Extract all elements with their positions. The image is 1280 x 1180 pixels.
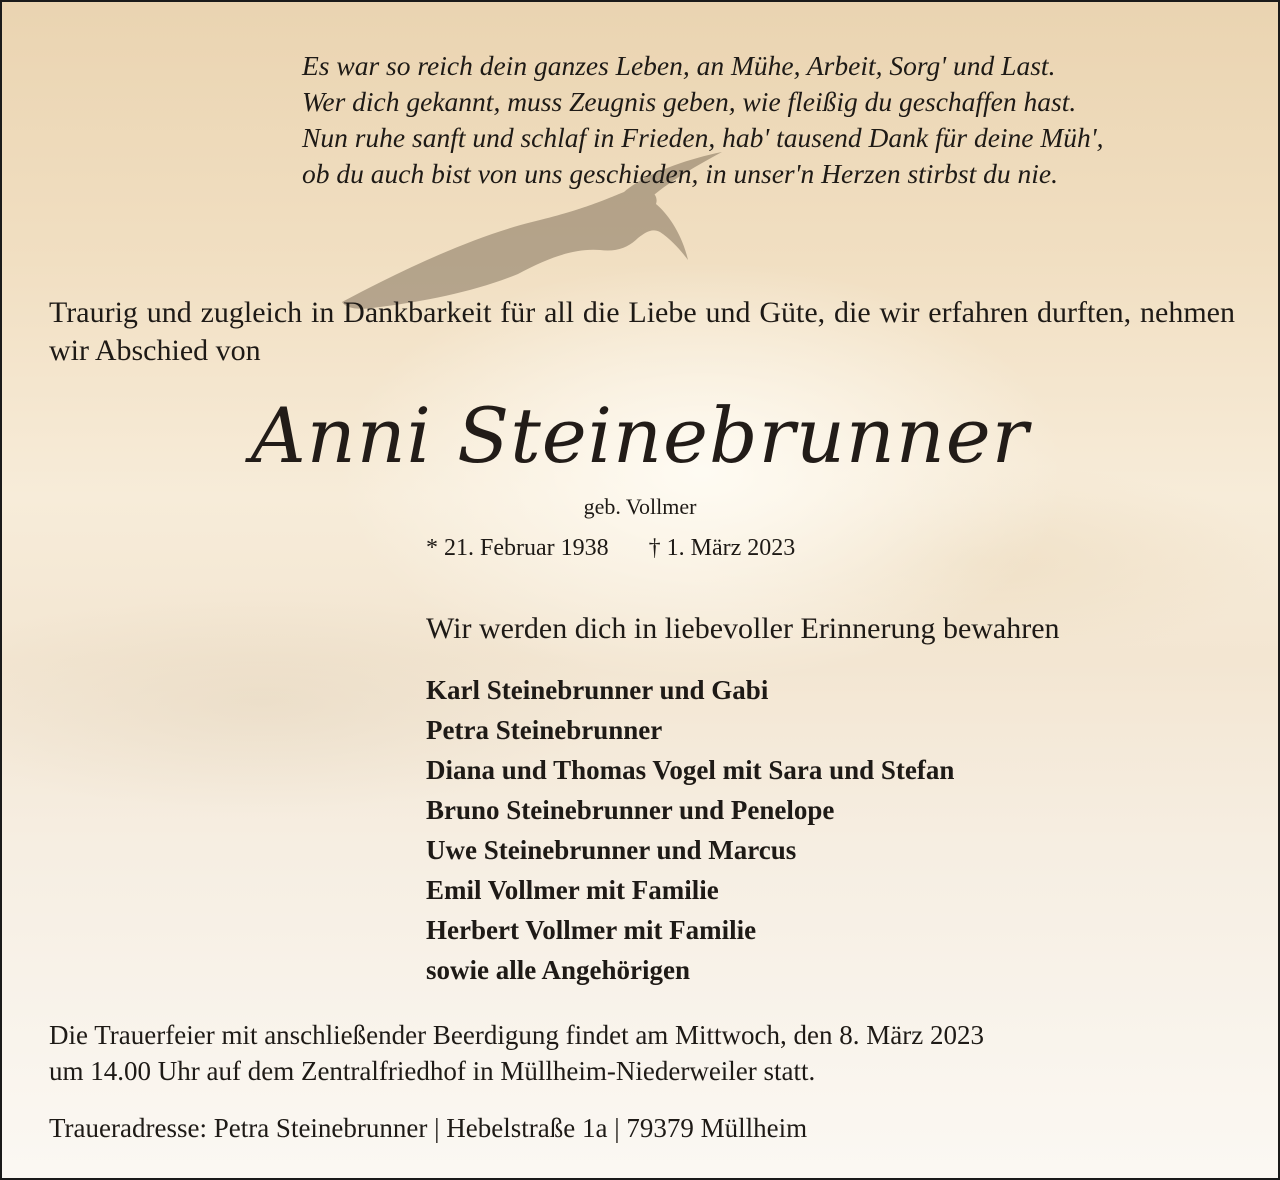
maiden-name: geb. Vollmer — [583, 494, 697, 519]
life-dates — [426, 533, 795, 563]
mourning-address: Traueradresse: Petra Steinebrunner | Hebelstraße 1a | 79379 Müllheim — [49, 1113, 808, 1143]
mourner: sowie alle Angehörigen — [426, 955, 690, 985]
mourners-list — [426, 670, 954, 990]
birth-date: * 21. Februar 1938 — [426, 535, 609, 561]
poem-line: Wer dich gekannt, muss Zeugnis geben, wie fleißig du geschaffen hast. — [302, 86, 1077, 117]
poem-line: Es war so reich dein ganzes Leben, an Mühe, Arbeit, Sorg' und Last. — [302, 50, 1056, 81]
memory-line: Wir werden dich in liebevoller Erinnerung bewahren — [426, 612, 1060, 645]
mourner: Bruno Steinebrunner und Penelope — [426, 795, 835, 825]
funeral-service-info — [49, 1017, 984, 1089]
intro-text: Traurig und zugleich in Dankbarkeit für all die Liebe und Güte, die wir erfahren durften, nehmen wir Abschied von — [49, 296, 1235, 367]
service-line: Die Trauerfeier mit anschließender Beerdigung findet am Mittwoch, den 8. März 2023 — [49, 1020, 984, 1050]
death-date: † 1. März 2023 — [648, 535, 796, 561]
service-line: um 14.00 Uhr auf dem Zentralfriedhof in Müllheim-Niederweiler statt. — [49, 1056, 816, 1086]
deceased-name: Anni Steinebrunner — [250, 391, 1030, 480]
poem-line: Nun ruhe sanft und schlaf in Frieden, hab' tausend Dank für deine Müh', — [302, 122, 1104, 153]
mourner: Herbert Vollmer mit Familie — [426, 915, 757, 945]
mourner: Petra Steinebrunner — [426, 715, 663, 745]
mourner: Diana und Thomas Vogel mit Sara und Stefan — [426, 755, 955, 785]
poem-line: ob du auch bist von uns geschieden, in unser'n Herzen stirbst du nie. — [302, 158, 1058, 189]
mourner: Karl Steinebrunner und Gabi — [426, 675, 769, 705]
mourner: Emil Vollmer mit Familie — [426, 875, 719, 905]
mourner: Uwe Steinebrunner und Marcus — [426, 835, 797, 865]
poem — [302, 48, 1104, 192]
